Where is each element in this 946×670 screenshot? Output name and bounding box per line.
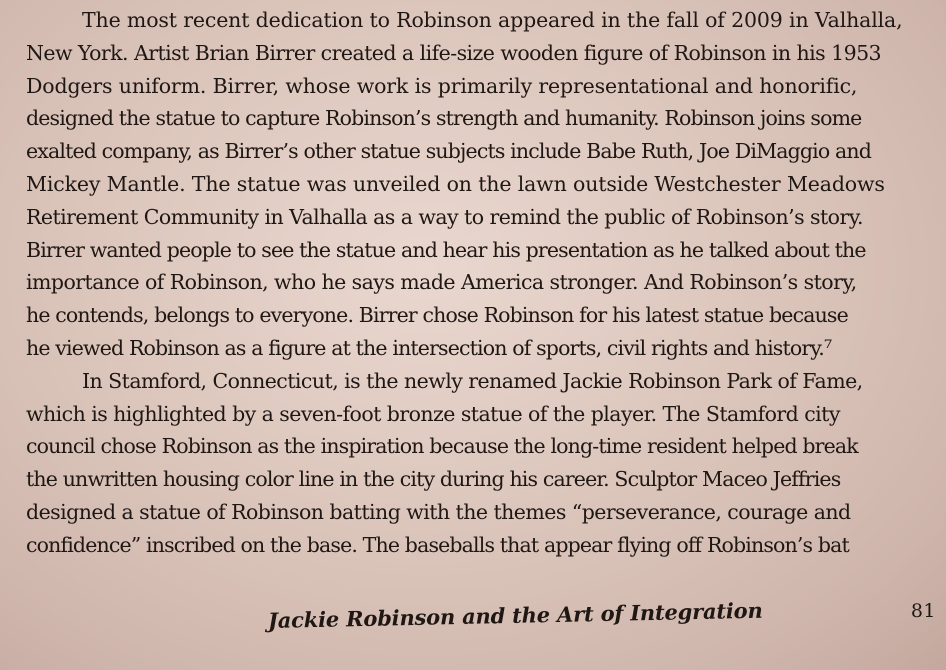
body-text xyxy=(26,4,938,562)
text-line: exalted company, as Birrer’s other statue subjects include Babe Ruth, Joe DiMaggio and xyxy=(26,139,871,164)
text-line: importance of Robinson, who he says made America stronger. And Robinson’s story, xyxy=(26,270,857,295)
text-line: Retirement Community in Valhalla as a way to remind the public of Robinson’s story. xyxy=(26,204,864,229)
text-line: he contends, belongs to everyone. Birrer chose Robinson for his latest statue because xyxy=(26,303,848,328)
text-line: confidence” inscribed on the base. The baseballs that appear flying off Robinson’s bat xyxy=(26,532,849,557)
text-line: Birrer wanted people to see the statue and hear his presentation as he talked about the xyxy=(26,237,866,262)
text-line: designed the statue to capture Robinson’s strength and humanity. Robinson joins some xyxy=(26,106,862,131)
text-line: In Stamford, Connecticut, is the newly renamed Jackie Robinson Park of Fame, xyxy=(82,368,863,393)
text-line: The most recent dedication to Robinson appeared in the fall of 2009 in Valhalla, xyxy=(82,8,903,32)
text-line: which is highlighted by a seven-foot bronze statue of the player. The Stamford city xyxy=(26,401,840,426)
paragraph-1 xyxy=(26,4,938,365)
text-line: Dodgers uniform. Birrer, whose work is primarily representational and honorific, xyxy=(26,73,858,98)
text-line: New York. Artist Brian Birrer created a life-size wooden figure of Robinson in his 1953 xyxy=(26,40,882,65)
text-line: Mickey Mantle. The statue was unveiled on the lawn outside Westchester Meadows xyxy=(26,171,885,196)
running-footer-title: Jackie Robinson and the Art of Integration xyxy=(267,597,763,633)
text-line: council chose Robinson as the inspiration because the long-time resident helped break xyxy=(26,434,858,459)
text-line: he viewed Robinson as a figure at the intersection of sports, civil rights and history.⁷ xyxy=(26,335,832,360)
text-line: designed a statue of Robinson batting with the themes “perseverance, courage and xyxy=(26,499,851,524)
paragraph-2 xyxy=(26,365,938,562)
text-line: the unwritten housing color line in the city during his career. Sculptor Maceo Jeffries xyxy=(26,467,841,492)
page-number: 81 xyxy=(910,600,936,622)
